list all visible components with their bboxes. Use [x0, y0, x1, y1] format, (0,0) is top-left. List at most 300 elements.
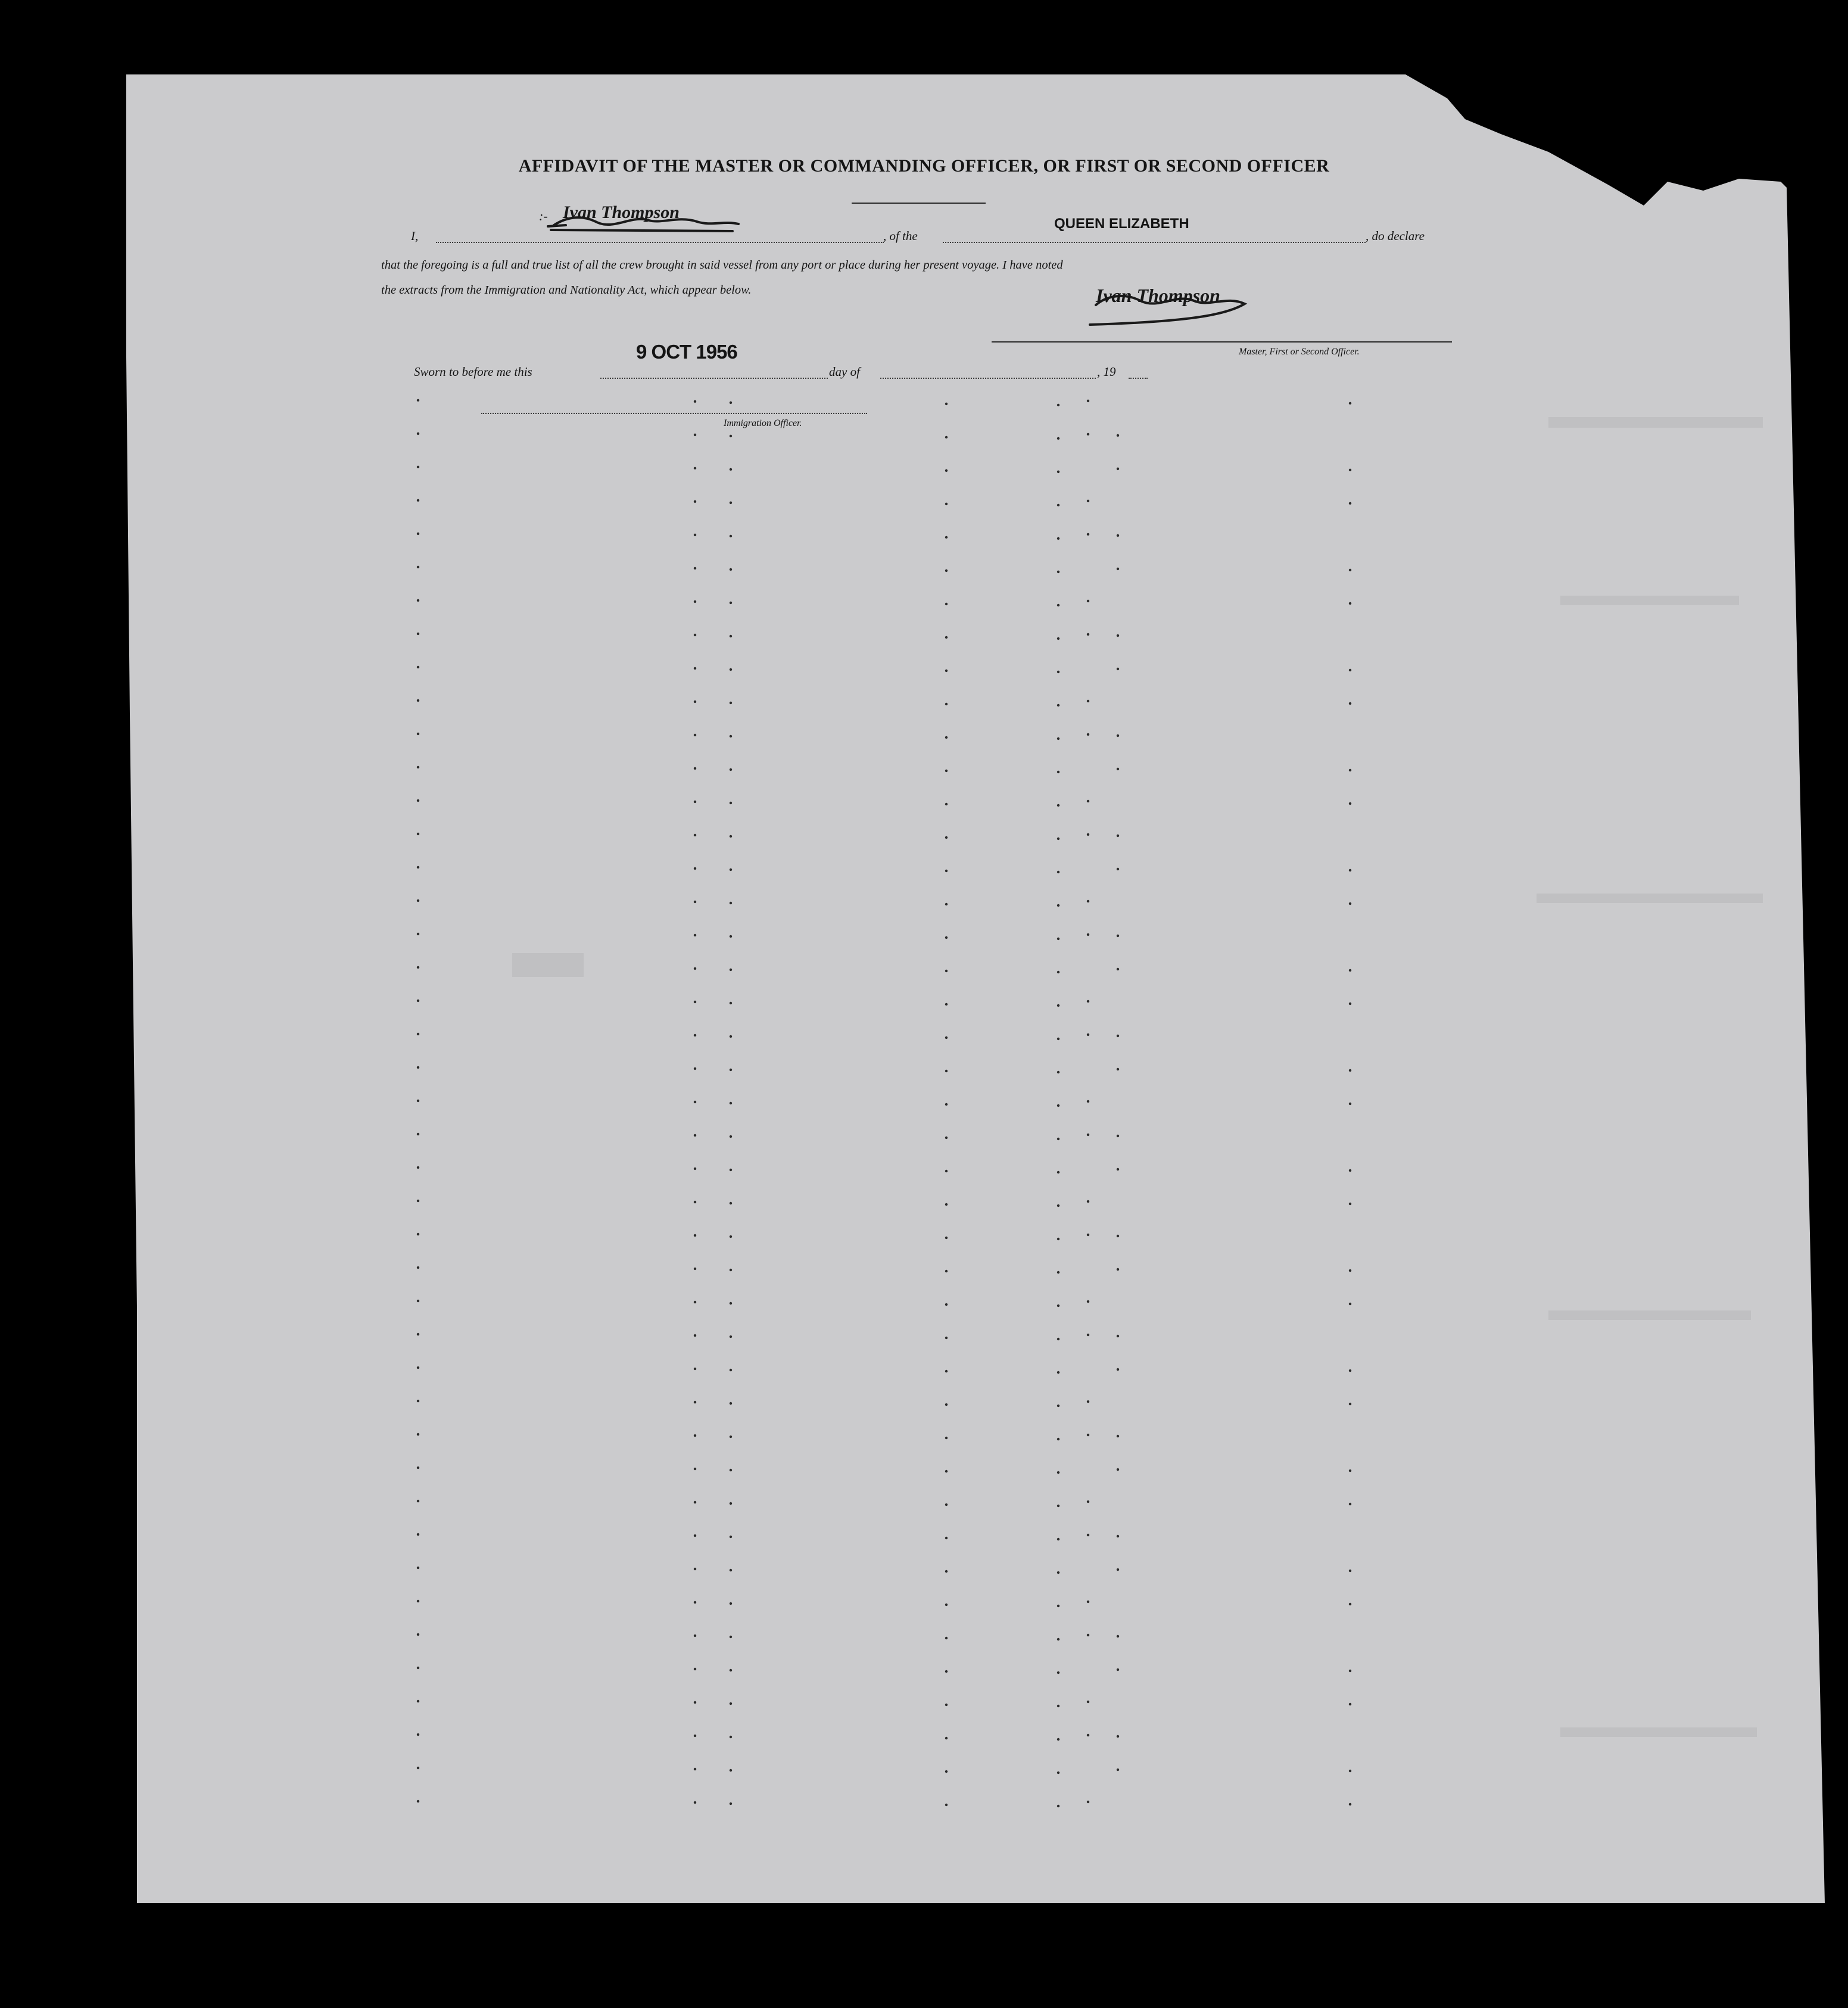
- ink-dot: [1087, 900, 1089, 902]
- ink-dot: [945, 469, 948, 472]
- ink-dot: [1057, 1505, 1059, 1507]
- ink-dot: [945, 1170, 948, 1172]
- ink-dot: [1117, 1468, 1119, 1471]
- ink-dot: [945, 736, 948, 739]
- ink-dot: [1057, 1638, 1059, 1640]
- ink-dot: [694, 867, 696, 870]
- ink-dot: [1057, 537, 1059, 540]
- ink-dot: [694, 567, 696, 569]
- ink-dot: [694, 1168, 696, 1170]
- ink-dot: [1087, 700, 1089, 702]
- i-prefix: I,: [411, 229, 419, 243]
- declaration-line-2: the extracts from the Immigration and Nationality Act, which appear below.: [381, 284, 752, 297]
- ink-dot: [730, 1402, 732, 1405]
- ink-dot: [1349, 1103, 1351, 1105]
- ink-dot: [417, 599, 419, 602]
- ink-dot: [730, 735, 732, 737]
- ink-dot: [1087, 1033, 1089, 1036]
- sworn-label: Sworn to before me this: [414, 365, 532, 379]
- signature-caption: Master, First or Second Officer.: [1239, 347, 1360, 357]
- ink-dot: [945, 836, 948, 839]
- ink-dot: [694, 1001, 696, 1003]
- ink-dot: [1057, 1571, 1059, 1574]
- ink-dot: [730, 602, 732, 604]
- ink-dot: [417, 1066, 419, 1069]
- ink-dot: [417, 1200, 419, 1202]
- ink-dot: [1057, 704, 1059, 706]
- ink-dot: [694, 534, 696, 536]
- ink-dot: [1057, 1204, 1059, 1207]
- ink-dot: [1087, 733, 1089, 736]
- ink-dot: [945, 1537, 948, 1539]
- ink-dot: [730, 1169, 732, 1171]
- ink-dot: [1057, 1371, 1059, 1374]
- ink-dot: [730, 1035, 732, 1038]
- ink-dot: [730, 1335, 732, 1338]
- ink-dot: [694, 1568, 696, 1570]
- ink-dot: [1349, 1303, 1351, 1305]
- ink-dot: [417, 1266, 419, 1269]
- ink-dot: [945, 1003, 948, 1005]
- ink-dot: [417, 966, 419, 969]
- ink-dot: [945, 1070, 948, 1072]
- ink-dot: [945, 1770, 948, 1773]
- ink-dot: [1057, 938, 1059, 940]
- immigration-officer-caption: Immigration Officer.: [724, 418, 802, 428]
- ink-dot: [945, 770, 948, 772]
- ink-dot: [945, 1270, 948, 1272]
- ink-dot: [1117, 1735, 1119, 1738]
- ink-dot: [417, 733, 419, 735]
- ink-dot: [945, 1804, 948, 1806]
- ink-dot: [1349, 1503, 1351, 1505]
- ink-dot: [1087, 1134, 1089, 1136]
- ink-dot: [1117, 1635, 1119, 1637]
- ink-dot: [694, 967, 696, 970]
- ink-dot: [1117, 1035, 1119, 1037]
- ink-dot: [730, 768, 732, 771]
- ink-dot: [1057, 471, 1059, 473]
- ink-dot: [694, 1768, 696, 1770]
- ink-dot: [1057, 804, 1059, 807]
- ink-dot: [417, 533, 419, 535]
- ink-dot: [1349, 1703, 1351, 1705]
- ink-dot: [1057, 404, 1059, 406]
- ink-dot: [945, 536, 948, 538]
- ink-dot: [694, 1268, 696, 1270]
- ink-dot: [1087, 1634, 1089, 1636]
- ink-dot: [1087, 633, 1089, 636]
- ink-dot: [417, 1533, 419, 1536]
- ink-dot: [730, 1736, 732, 1738]
- ink-dot: [1117, 734, 1119, 737]
- ink-dot: [694, 701, 696, 703]
- ink-dot: [730, 1802, 732, 1805]
- ink-dot: [694, 434, 696, 436]
- ink-dot: [694, 467, 696, 469]
- ink-dot: [694, 1601, 696, 1604]
- ink-dot: [1057, 1772, 1059, 1774]
- ink-dot: [694, 1635, 696, 1637]
- ink-dot: [945, 936, 948, 939]
- ink-dot: [1087, 933, 1089, 936]
- ink-dot: [694, 1101, 696, 1103]
- ink-dot: [1057, 1238, 1059, 1240]
- ink-dot: [1057, 1038, 1059, 1040]
- of-the-label: , of the: [883, 229, 918, 243]
- ink-dot: [1087, 1500, 1089, 1503]
- ink-dot: [730, 635, 732, 637]
- ink-dot: [1349, 802, 1351, 805]
- ink-dot: [1057, 1405, 1059, 1407]
- signature-name-2: Ivan Thompson: [1096, 285, 1220, 306]
- ink-dot: [417, 766, 419, 768]
- ink-dot: [1057, 1071, 1059, 1073]
- ink-dot: [694, 1701, 696, 1704]
- ink-dot: [1087, 600, 1089, 602]
- ink-dot: [694, 667, 696, 670]
- ink-dot: [1117, 468, 1119, 470]
- ink-dot: [1057, 637, 1059, 640]
- ink-dot: [1117, 968, 1119, 970]
- ink-dot: [1117, 568, 1119, 570]
- ink-dot: [1087, 1734, 1089, 1736]
- ink-dot: [945, 1337, 948, 1339]
- ink-dot: [945, 1403, 948, 1406]
- ink-dot: [1057, 904, 1059, 907]
- ink-dot: [1349, 1570, 1351, 1572]
- ink-dot: [417, 1333, 419, 1335]
- day-of-label: day of: [829, 365, 860, 379]
- ink-dot: [1117, 768, 1119, 770]
- ink-dot: [945, 1637, 948, 1639]
- ink-dot: [1349, 1003, 1351, 1005]
- signature-name-1: Ivan Thompson: [563, 203, 680, 222]
- ink-dot: [1117, 1235, 1119, 1237]
- ink-dot: [945, 1036, 948, 1039]
- ink-dot: [417, 799, 419, 802]
- ink-dot: [694, 734, 696, 736]
- ink-dot: [1057, 771, 1059, 773]
- ink-dot: [945, 1303, 948, 1306]
- ink-dot: [1349, 769, 1351, 771]
- ink-dot: [730, 1069, 732, 1071]
- ink-dot: [730, 1235, 732, 1238]
- declaration-line-1: that the foregoing is a full and true list of all the crew brought in said vessel from any port or place during her present voyage. I have noted: [381, 259, 1063, 272]
- ink-dot: [694, 801, 696, 803]
- ink-dot: [730, 1769, 732, 1772]
- do-declare-label: , do declare: [1366, 229, 1425, 243]
- ink-dot: [1349, 669, 1351, 671]
- ink-dot: [1349, 1603, 1351, 1605]
- ink-dot: [694, 1134, 696, 1137]
- ink-dot: [417, 933, 419, 935]
- ink-dot: [730, 401, 732, 404]
- ink-dot: [1087, 1300, 1089, 1303]
- ink-dot: [945, 436, 948, 438]
- ink-dot: [945, 1137, 948, 1139]
- ink-dot: [730, 502, 732, 504]
- ink-dot: [730, 1469, 732, 1471]
- ink-dot: [417, 1567, 419, 1569]
- ink-dot: [417, 1733, 419, 1736]
- ink-dot: [730, 1602, 732, 1605]
- ink-dot: [730, 1636, 732, 1638]
- ink-dot: [694, 1301, 696, 1303]
- ink-dot: [417, 1233, 419, 1235]
- ink-dot: [417, 1700, 419, 1702]
- ink-dot: [1057, 1738, 1059, 1741]
- ink-dot: [945, 569, 948, 572]
- ink-dot: [1349, 1403, 1351, 1405]
- ink-dot: [694, 1067, 696, 1070]
- ink-dot: [417, 833, 419, 835]
- ink-dot: [730, 468, 732, 471]
- ink-dot: [730, 802, 732, 804]
- ink-dot: [694, 1034, 696, 1036]
- signature-prefix: :-: [539, 208, 548, 223]
- ink-dot: [945, 1237, 948, 1239]
- ink-dot: [730, 1202, 732, 1204]
- ink-dot: [694, 1801, 696, 1804]
- ink-dot: [1117, 1668, 1119, 1671]
- ink-dot: [1349, 469, 1351, 471]
- vessel-name: QUEEN ELIZABETH: [1054, 216, 1189, 232]
- ink-dot: [1087, 1234, 1089, 1236]
- ink-dot: [945, 870, 948, 872]
- ink-dot: [1117, 1435, 1119, 1437]
- ink-dot: [1117, 835, 1119, 837]
- ink-dot: [945, 1604, 948, 1606]
- ink-dot: [945, 1203, 948, 1206]
- ink-dot: [1057, 1805, 1059, 1807]
- ink-dot: [1057, 1471, 1059, 1474]
- ink-dot: [1057, 671, 1059, 673]
- ink-dot: [1057, 1605, 1059, 1607]
- ink-dot: [1117, 1068, 1119, 1070]
- ink-dot: [417, 1033, 419, 1035]
- ink-dot: [1057, 737, 1059, 740]
- ink-dot: [417, 1000, 419, 1002]
- ink-dot: [730, 1436, 732, 1438]
- ink-dot: [1349, 1470, 1351, 1472]
- ink-dot: [1057, 838, 1059, 840]
- ink-dot: [945, 1503, 948, 1506]
- ink-dot: [945, 1370, 948, 1372]
- ink-dot: [1117, 868, 1119, 870]
- ink-dot: [730, 868, 732, 871]
- ink-dot: [417, 899, 419, 902]
- ink-dot: [730, 1569, 732, 1571]
- ink-dot: [1087, 1200, 1089, 1203]
- ink-dot: [1117, 1135, 1119, 1137]
- ink-dot: [417, 1500, 419, 1502]
- ink-dot: [1117, 1268, 1119, 1271]
- ink-dot: [1057, 971, 1059, 973]
- ink-dot: [1087, 533, 1089, 536]
- ink-dot: [1349, 1369, 1351, 1372]
- ink-dot: [1087, 1100, 1089, 1103]
- ink-dot: [730, 668, 732, 671]
- ink-dot: [730, 702, 732, 704]
- ink-dot: [1349, 1770, 1351, 1772]
- year-prefix: , 19: [1097, 365, 1116, 379]
- ink-dot: [417, 1600, 419, 1602]
- ink-dot: [417, 466, 419, 468]
- ink-dot: [694, 1201, 696, 1203]
- ink-dot: [417, 1767, 419, 1769]
- ink-dot: [730, 1002, 732, 1004]
- ink-dot: [1117, 1769, 1119, 1771]
- ink-dot: [730, 1702, 732, 1705]
- ink-dot: [1349, 1803, 1351, 1805]
- ink-dot: [1057, 571, 1059, 573]
- ink-dot: [417, 699, 419, 702]
- ink-dot: [417, 1400, 419, 1402]
- ink-dot: [1057, 1671, 1059, 1674]
- ink-dot: [694, 767, 696, 770]
- ink-dot: [730, 935, 732, 938]
- ink-dot: [1117, 534, 1119, 537]
- ink-dot: [694, 1735, 696, 1737]
- ink-dot: [1087, 500, 1089, 502]
- ink-dot: [1117, 634, 1119, 637]
- ink-dot: [1057, 1138, 1059, 1140]
- ink-dot: [694, 1468, 696, 1470]
- ink-dot: [945, 1570, 948, 1573]
- ink-dot: [417, 1633, 419, 1636]
- ink-dot: [1057, 1305, 1059, 1307]
- ink-dot: [730, 1102, 732, 1104]
- sworn-date-stamp: 9 OCT 1956: [636, 341, 737, 363]
- ink-dot: [694, 500, 696, 503]
- ink-dot: [694, 1234, 696, 1237]
- ink-dot: [1057, 437, 1059, 440]
- ink-dot: [1087, 1801, 1089, 1803]
- ink-dot: [1349, 1269, 1351, 1272]
- ink-dot: [694, 634, 696, 636]
- ink-dot: [417, 666, 419, 668]
- ink-dot: [730, 969, 732, 971]
- ink-dot: [1087, 1400, 1089, 1403]
- ink-dot: [1057, 504, 1059, 506]
- ink-dot: [945, 670, 948, 672]
- ink-dot: [694, 1401, 696, 1403]
- ink-dot: [694, 1501, 696, 1503]
- ink-dot: [945, 1437, 948, 1439]
- ink-dot: [417, 866, 419, 868]
- ink-dot: [730, 1135, 732, 1138]
- ink-dot: [730, 1269, 732, 1271]
- ink-dot: [945, 1704, 948, 1706]
- ink-dot: [417, 1667, 419, 1669]
- ink-dot: [945, 1737, 948, 1739]
- ink-dot: [694, 1334, 696, 1337]
- ink-dot: [417, 432, 419, 435]
- ink-dot: [1087, 1434, 1089, 1436]
- ink-dot: [1349, 502, 1351, 505]
- affidavit-title: AFFIDAVIT OF THE MASTER OR COMMANDING OFFICER, OR FIRST OR SECOND OFFICER: [518, 156, 1330, 176]
- ink-dot: [730, 1369, 732, 1371]
- ink-dot: [1349, 1670, 1351, 1672]
- ink-dot: [1117, 1335, 1119, 1337]
- ink-dot: [694, 934, 696, 936]
- ink-dot: [945, 1670, 948, 1673]
- ink-dot: [1087, 433, 1089, 435]
- ink-dot: [1087, 1601, 1089, 1603]
- ink-dot: [1349, 1203, 1351, 1205]
- ink-dot: [945, 703, 948, 705]
- ink-dot: [1087, 1534, 1089, 1536]
- ink-dot: [1087, 833, 1089, 836]
- ink-dot: [1057, 871, 1059, 873]
- ink-dot: [1117, 434, 1119, 437]
- ink-dot: [1117, 668, 1119, 670]
- ink-dot: [1349, 969, 1351, 972]
- ink-dot: [730, 1536, 732, 1538]
- ink-dot: [1087, 1000, 1089, 1003]
- ink-dot: [694, 400, 696, 403]
- ink-dot: [417, 499, 419, 502]
- ink-dot: [1349, 1069, 1351, 1072]
- ink-dot: [417, 1366, 419, 1369]
- ink-dot: [1087, 1334, 1089, 1336]
- ink-dot: [945, 403, 948, 405]
- ink-dot: [1057, 1004, 1059, 1007]
- ink-dot: [1057, 1338, 1059, 1340]
- ink-dot: [417, 1800, 419, 1802]
- ink-dot: [417, 399, 419, 401]
- ink-dot: [1057, 1271, 1059, 1274]
- ink-dot: [1117, 1568, 1119, 1571]
- ink-dot: [1117, 935, 1119, 937]
- ink-dot: [1117, 1368, 1119, 1371]
- ink-dot: [417, 1133, 419, 1135]
- ink-dot: [1087, 400, 1089, 402]
- ink-dot: [945, 636, 948, 639]
- ink-dot: [694, 834, 696, 836]
- ink-dot: [1087, 1701, 1089, 1703]
- ink-dot: [694, 1434, 696, 1437]
- ink-dot: [1057, 1171, 1059, 1173]
- ink-dot: [730, 835, 732, 838]
- ink-dot: [1349, 702, 1351, 705]
- ink-dot: [730, 1502, 732, 1505]
- ink-dot: [1349, 869, 1351, 871]
- ink-dot: [1057, 1538, 1059, 1540]
- ink-dot: [694, 1534, 696, 1537]
- ink-dot: [1057, 1705, 1059, 1707]
- ink-dot: [945, 1470, 948, 1472]
- ink-dot: [730, 1669, 732, 1671]
- ink-dot: [945, 603, 948, 605]
- ink-dot: [417, 633, 419, 635]
- ink-dot: [1057, 604, 1059, 606]
- ink-dot: [417, 1467, 419, 1469]
- ink-dot: [1087, 800, 1089, 802]
- ink-dot: [730, 568, 732, 571]
- ink-dot: [694, 600, 696, 603]
- ink-dot: [945, 903, 948, 905]
- ink-dot: [694, 1368, 696, 1370]
- ink-dot: [1057, 1438, 1059, 1440]
- ink-dot: [945, 1103, 948, 1106]
- ink-dot: [1117, 1535, 1119, 1537]
- ink-dot: [417, 1433, 419, 1436]
- ink-dot: [694, 1668, 696, 1670]
- ink-dot: [1117, 1168, 1119, 1170]
- ink-dot: [417, 1166, 419, 1169]
